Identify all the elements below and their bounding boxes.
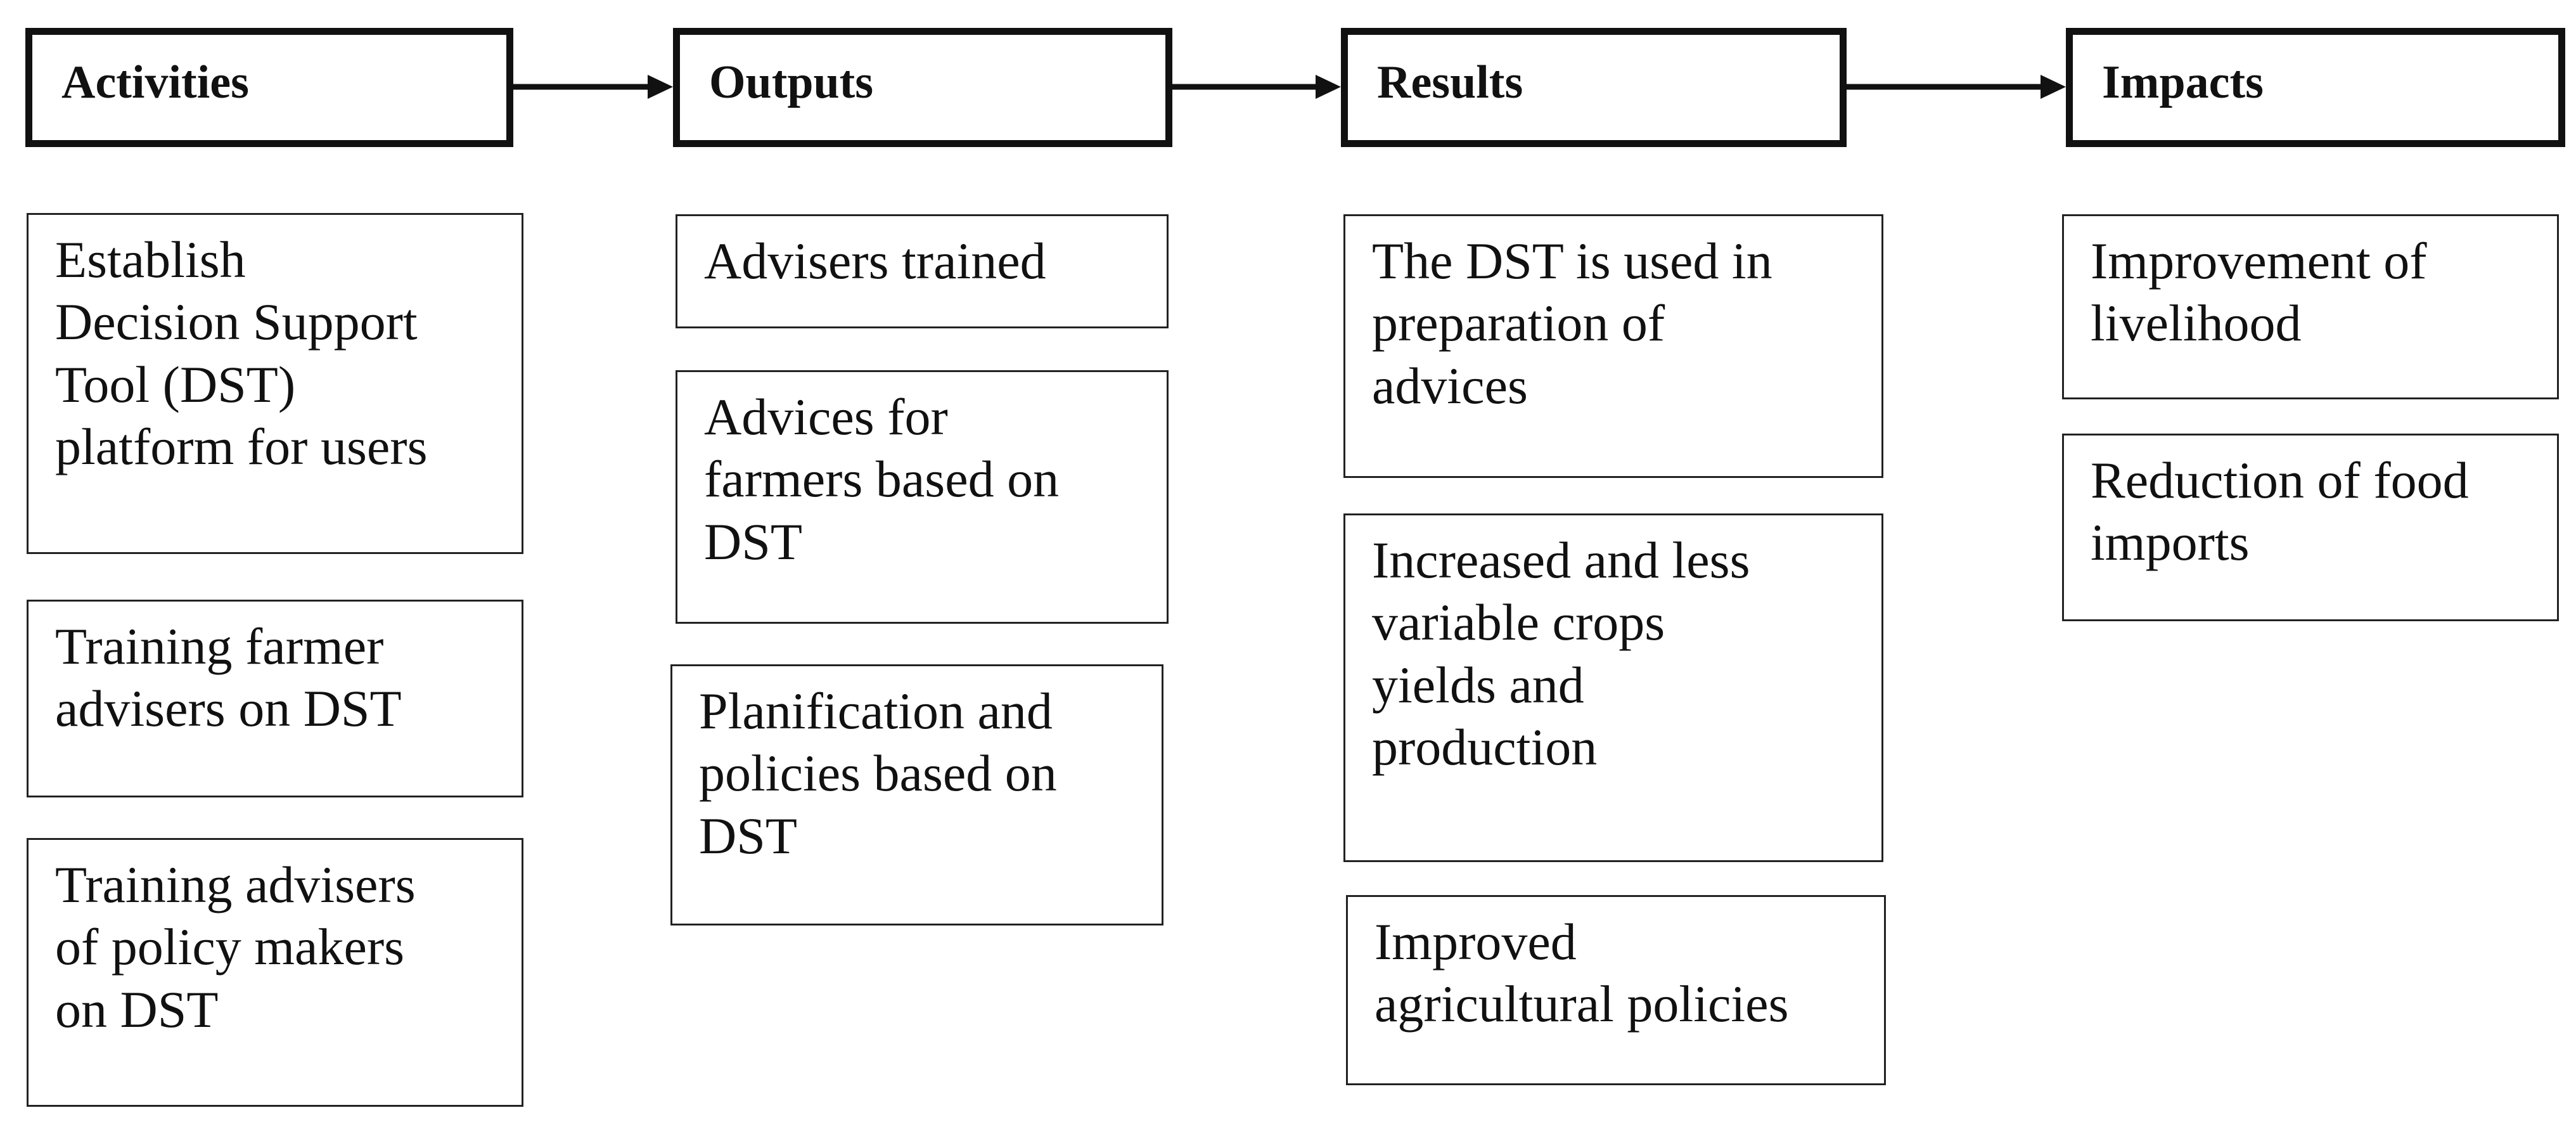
output-item: Planification and policies based on DST [670,664,1163,925]
output-item: Advisers trained [676,214,1169,328]
result-item: Increased and less variable crops yields and production [1343,513,1883,862]
arrow-activities-to-outputs [512,75,673,99]
impact-item: Reduction of food imports [2062,434,2559,621]
header-results: Results [1341,28,1847,147]
header-activities: Activities [25,28,513,147]
output-item: Advices for farmers based on DST [676,370,1169,624]
result-item: The DST is used in preparation of advices [1343,214,1883,478]
impact-item: Improvement of livelihood [2062,214,2559,399]
activity-item: Training advisers of policy makers on DST [27,838,523,1107]
result-item: Improved agricultural policies [1346,895,1886,1085]
arrow-results-to-impacts [1845,75,2066,99]
header-outputs: Outputs [673,28,1172,147]
activity-item: Training farmer advisers on DST [27,600,523,797]
arrow-outputs-to-results [1171,75,1341,99]
activity-item: Establish Decision Support Tool (DST) platform for users [27,213,523,554]
header-impacts: Impacts [2066,28,2565,147]
